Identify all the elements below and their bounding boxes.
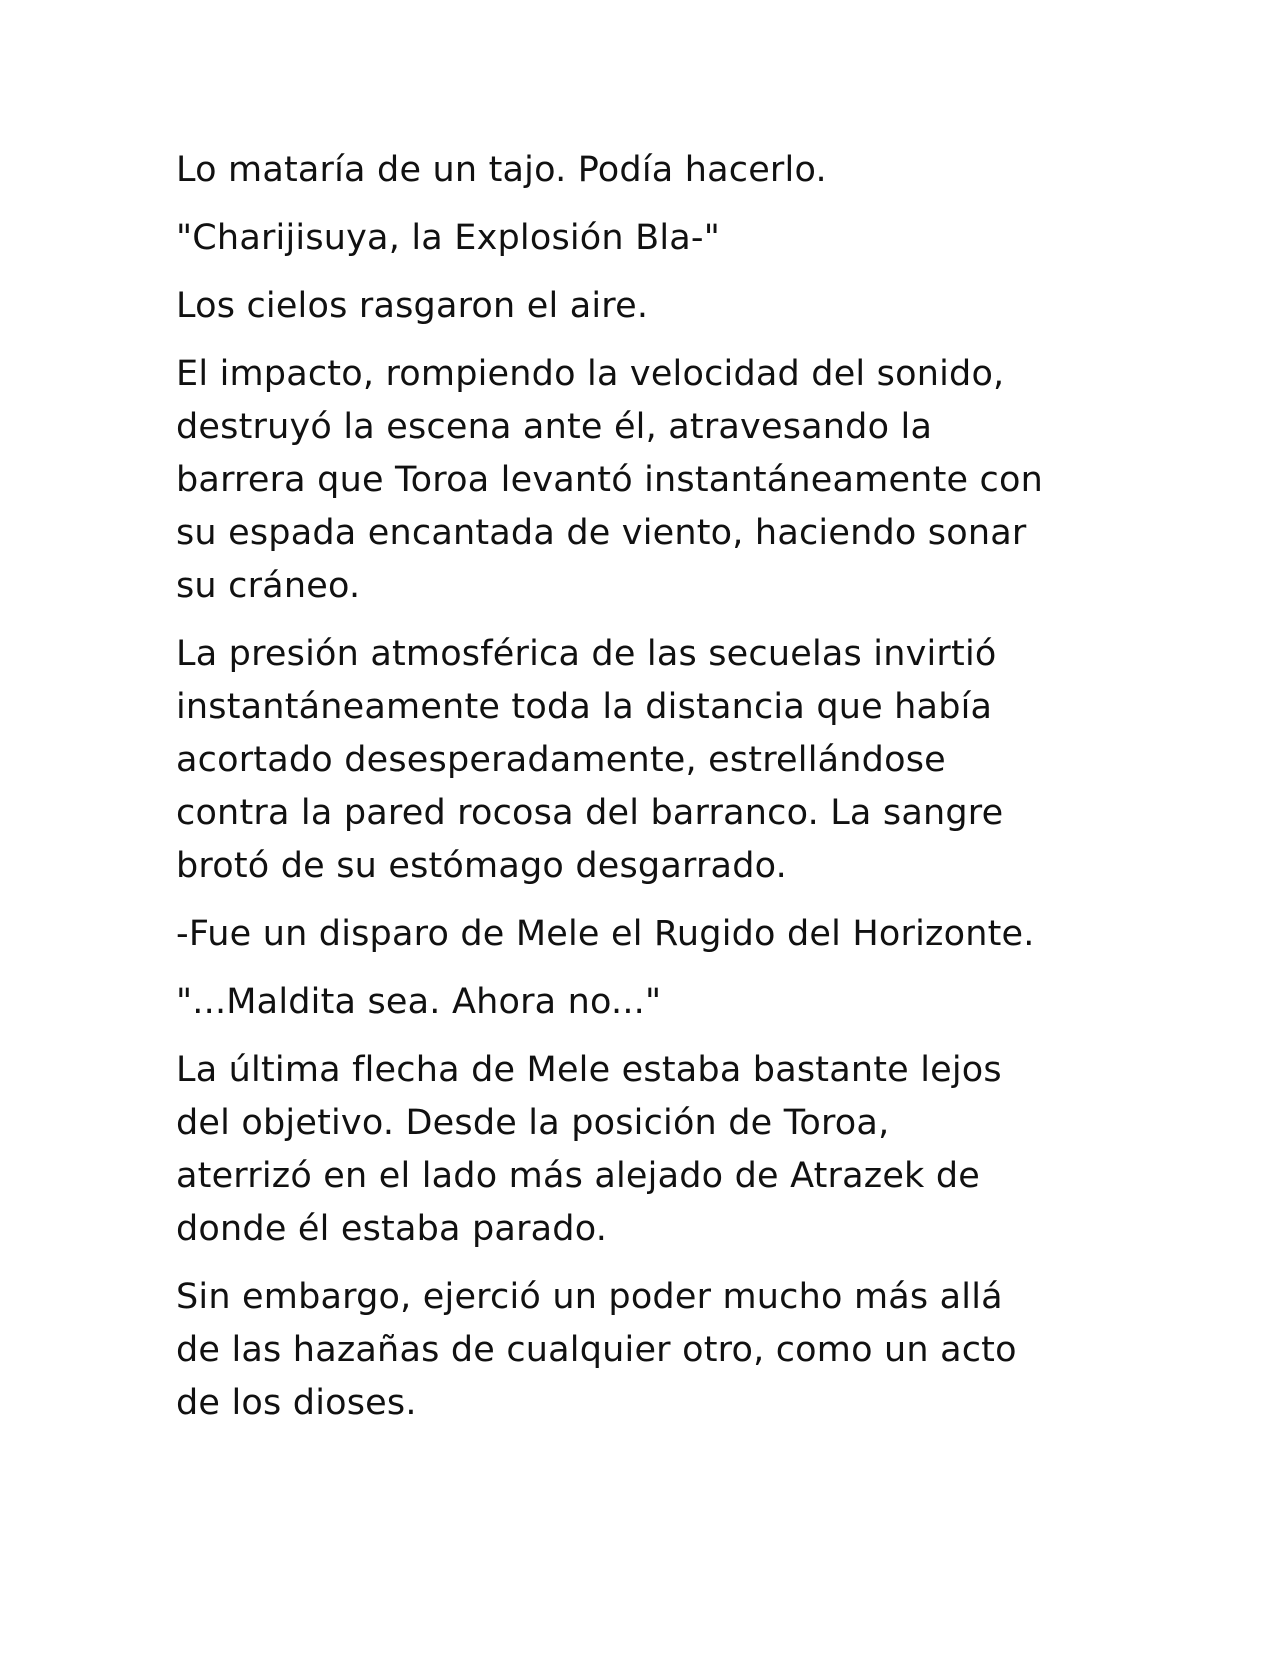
text-line: -Fue un disparo de Mele el Rugido del Horizonte. (176, 914, 1035, 954)
text-line: del objetivo. Desde la posición de Toroa, (176, 1103, 890, 1143)
paragraph (176, 144, 1116, 197)
text-line: de los dioses. (176, 1383, 417, 1423)
text-line: su cráneo. (176, 566, 361, 606)
paragraph (176, 280, 1116, 333)
text-line: contra la pared rocosa del barranco. La sangre (176, 793, 1004, 833)
paragraph (176, 976, 1116, 1029)
paragraph (176, 628, 1116, 893)
text-line: destruyó la escena ante él, atravesando la (176, 407, 933, 447)
text-line: instantáneamente toda la distancia que había (176, 687, 993, 727)
text-line: "Charijisuya, la Explosión Bla-" (176, 218, 721, 258)
paragraph (176, 1271, 1116, 1430)
text-line: El impacto, rompiendo la velocidad del sonido, (176, 354, 1005, 394)
text-line: brotó de su estómago desgarrado. (176, 846, 787, 886)
document-body (176, 144, 1116, 1445)
paragraph (176, 1044, 1116, 1256)
text-line: Sin embargo, ejerció un poder mucho más allá (176, 1277, 1003, 1317)
text-line: La presión atmosférica de las secuelas invirtió (176, 634, 997, 674)
text-line: aterrizó en el lado más alejado de Atrazek de (176, 1156, 981, 1196)
paragraph (176, 908, 1116, 961)
text-line: donde él estaba parado. (176, 1209, 608, 1249)
text-line: Lo mataría de un tajo. Podía hacerlo. (176, 150, 827, 190)
paragraph (176, 348, 1116, 613)
text-line: "...Maldita sea. Ahora no..." (176, 982, 662, 1022)
text-line: La última flecha de Mele estaba bastante lejos (176, 1050, 1002, 1090)
text-line: de las hazañas de cualquier otro, como un acto (176, 1330, 1017, 1370)
text-line: su espada encantada de viento, haciendo sonar (176, 513, 1027, 553)
text-line: barrera que Toroa levantó instantáneamente con (176, 460, 1043, 500)
text-line: acortado desesperadamente, estrellándose (176, 740, 946, 780)
text-line: Los cielos rasgaron el aire. (176, 286, 649, 326)
paragraph (176, 212, 1116, 265)
